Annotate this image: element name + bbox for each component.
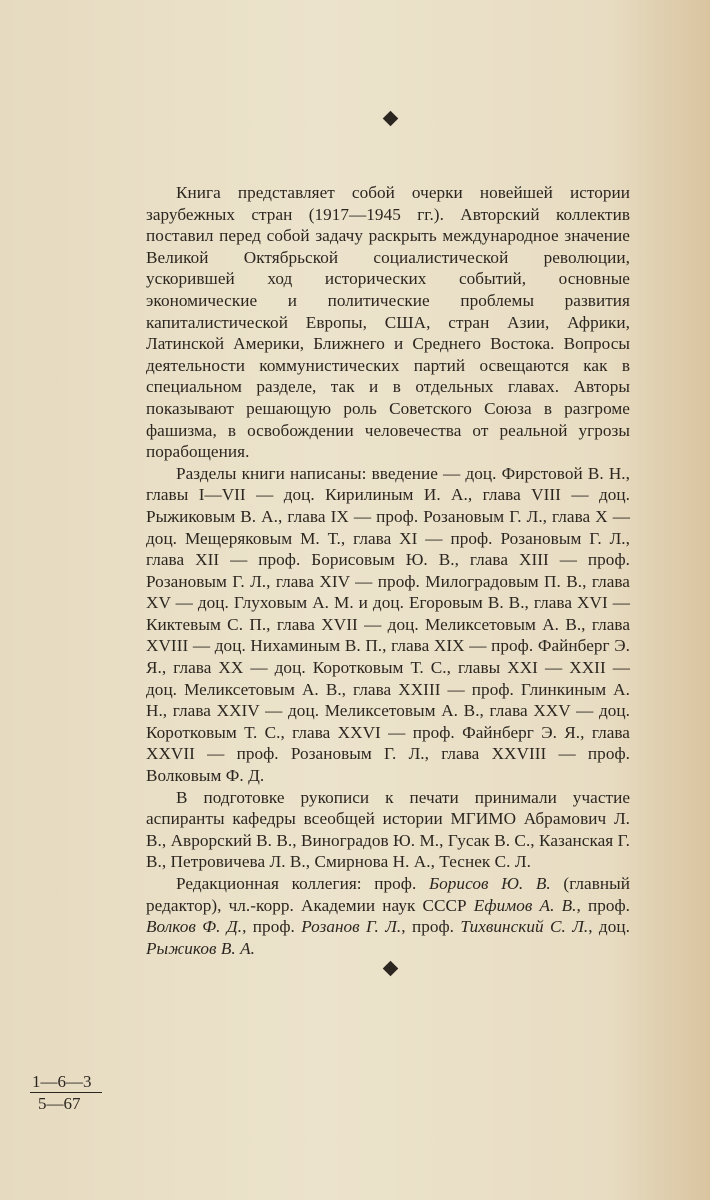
editorial-text: Редакционная коллегия: проф.: [176, 874, 429, 893]
editorial-text: (главный редактор), чл.-корр. Академии наук СССР: [146, 874, 630, 915]
annotation-paragraph-authors: Разделы книги написаны: введение — доц. Фирстовой В. Н., главы I—VII — доц. Кирилиным И. А., глава VIII — доц. Рыжиковым В. А., глава IX — проф. Розановым Г. Л., глава X — доц. Мещеряковым М. Т., глава XI — проф. Розановым Г. Л., глава XII — проф. Борисовым Ю. В., глава XIII — проф. Розановым Г. Л., глава XIV — проф. Милоградовым П. В., глава XV — доц. Глуховым А. М. и доц. Егоровым В. В., глава XVI — Киктевым С. П., глава XVII — доц. Меликсетовым А. В., глава XVIII — доц. Нихаминым В. П., глава XIX — проф. Файнберг Э. Я., глава XX — доц. Коротковым Т. С., главы XXI — XXII — доц. Меликсетовым А. В., глава XXIII — проф. Глинкиным А. Н., глава XXIV — доц. Меликсетовым А. В., глава XXV — доц. Коротковым Т. С., глава XXVI — проф. Файнберг Э. Я., глава XXVII — проф. Розановым Г. Л., глава XXVIII — проф. Волковым Ф. Д.: [146, 463, 630, 786]
annotation-text: [146, 182, 630, 959]
editorial-text: , проф.: [242, 917, 302, 937]
editorial-text: , проф.: [576, 895, 631, 915]
diamond-ornament-top: [381, 109, 399, 127]
editor-name: Рыжиков В. А.: [146, 938, 255, 958]
editorial-text: , проф.: [401, 917, 461, 937]
editor-name: Волков Ф. Д.: [146, 917, 243, 937]
annotation-paragraph-assistants: В подготовке рукописи к печати принимали участие аспиранты кафедры всеобщей истории МГИМО Абрамович Л. В., Аврорский В. В., Виноградов Ю. М., Гусак В. С., Казанская Г. В., Петровичева Л. В., Смирнова Н. А., Теснек С. Л.: [146, 787, 630, 872]
diamond-ornament-bottom: [381, 959, 399, 977]
signature-numerator: 1—6—3: [32, 1072, 92, 1091]
diamond-icon: [382, 960, 398, 976]
annotation-paragraph-editorial-board: [146, 873, 630, 959]
editor-name: Ефимов А. В.: [473, 895, 577, 915]
signature-denominator: 5—67: [30, 1092, 102, 1114]
publication-signature: [30, 1072, 102, 1114]
editor-name: Тихвинский С. Л.: [460, 917, 589, 937]
editor-name: Борисов Ю. В.: [428, 874, 551, 893]
annotation-paragraph-summary: Книга представляет собой очерки новейшей истории зарубежных стран (1917—1945 гг.). Авторский коллектив поставил перед собой задачу раскрыть международное значение Великой Октябрьской социалистической революции, ускорившей ход исторических событий, основные экономические и политические проблемы развития капиталистической Европы, США, стран Азии, Африки, Латинской Америки, Ближнего и Среднего Востока. Вопросы деятельности коммунистических партий освещаются как в специальном разделе, так и в отдельных главах. Авторы показывают решающую роль Советского Союза в разгроме фашизма, в освобождении человечества от реальной угрозы порабощения.: [146, 183, 630, 462]
editorial-text: , доц.: [588, 917, 630, 937]
diamond-icon: [382, 110, 398, 126]
editor-name: Розанов Г. Л.: [301, 917, 402, 937]
